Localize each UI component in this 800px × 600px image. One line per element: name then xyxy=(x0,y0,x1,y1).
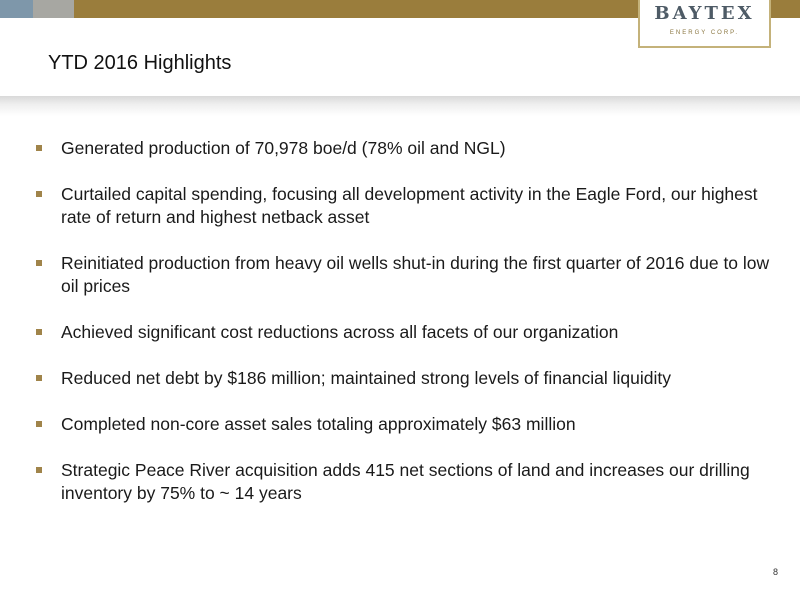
bullet-text: Reinitiated production from heavy oil wells shut-in during the first quarter of 2016 due to low oil prices xyxy=(61,253,770,296)
bullet-item xyxy=(36,321,771,344)
square-bullet-icon xyxy=(36,191,42,197)
company-logo xyxy=(638,0,771,48)
bullet-item xyxy=(36,183,771,229)
square-bullet-icon xyxy=(36,260,42,266)
highlights-list xyxy=(36,137,771,528)
square-bullet-icon xyxy=(36,145,42,151)
bullet-item xyxy=(36,459,771,505)
bullet-item xyxy=(36,252,771,298)
bullet-text: Strategic Peace River acquisition adds 415 net sections of land and increases our drilling inventory by 75% to ~ 14 years xyxy=(61,460,750,503)
bullet-item xyxy=(36,367,771,390)
bullet-item xyxy=(36,137,771,160)
bullet-text: Reduced net debt by $186 million; maintained strong levels of financial liquidity xyxy=(61,368,671,388)
square-bullet-icon xyxy=(36,329,42,335)
bullet-item xyxy=(36,413,771,436)
logo-wordmark: BAYTEX xyxy=(654,3,755,24)
bullet-text: Curtailed capital spending, focusing all development activity in the Eagle Ford, our highest rate of return and highest netback asset xyxy=(61,184,758,227)
header-divider xyxy=(0,96,800,116)
square-bullet-icon xyxy=(36,421,42,427)
top-band-gray-segment xyxy=(33,0,74,18)
slide-title: YTD 2016 Highlights xyxy=(48,52,232,74)
bullet-text: Completed non-core asset sales totaling approximately $63 million xyxy=(61,414,576,434)
bullet-text: Achieved significant cost reductions across all facets of our organization xyxy=(61,322,619,342)
page-number: 8 xyxy=(772,567,778,577)
logo-tagline: ENERGY CORP. xyxy=(669,30,740,36)
top-band-blue-segment xyxy=(0,0,33,18)
square-bullet-icon xyxy=(36,375,42,381)
bullet-text: Generated production of 70,978 boe/d (78% oil and NGL) xyxy=(61,138,506,158)
square-bullet-icon xyxy=(36,467,42,473)
